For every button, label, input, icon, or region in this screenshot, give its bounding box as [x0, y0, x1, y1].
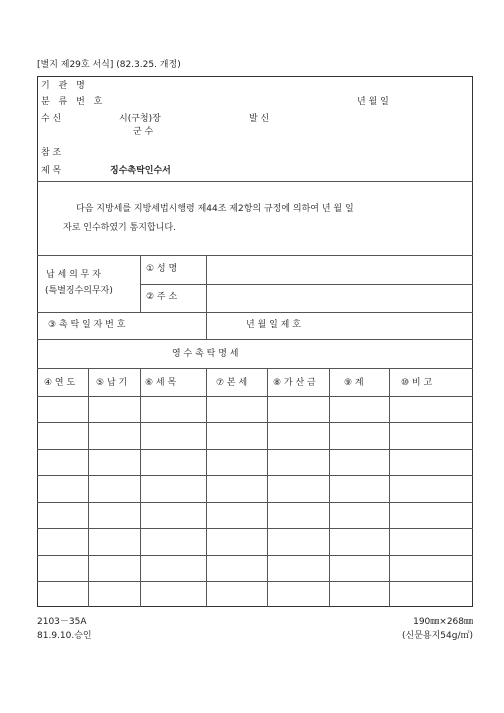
issuer-label: 기 관 명 — [41, 81, 88, 91]
col-due: ⑤ 납 기 — [96, 378, 128, 388]
date-line: 년 월 일 — [357, 97, 389, 107]
table-row — [37, 528, 473, 529]
table-row — [37, 555, 473, 556]
receipt-title: 영 수 촉 탁 명 세 — [172, 349, 239, 359]
footer-paper: (신문용지54g/㎡) — [402, 631, 473, 641]
recipient-label: 수 신 — [41, 114, 62, 124]
table-row — [37, 422, 473, 423]
taxpayer-label: 납 세 의 무 자 — [46, 270, 101, 280]
doc-no-label: 분 류 번 호 — [41, 97, 106, 107]
table-row — [37, 475, 473, 476]
reference-label: 참 조 — [41, 148, 62, 158]
col-penalty: ⑧ 가 산 금 — [273, 378, 316, 388]
divider-body — [37, 255, 473, 256]
withholder-label: (특별징수의무자) — [45, 286, 113, 296]
subject-title: 징수촉탁인수서 — [110, 166, 171, 176]
commission-label: ③ 촉 탁 일 자 번 호 — [48, 320, 126, 330]
table-row — [37, 502, 473, 503]
address-label: ② 주 소 — [146, 292, 178, 302]
commission-value: 년 월 일 제 호 — [246, 320, 301, 330]
name-label: ① 성 명 — [146, 264, 178, 274]
table-row — [37, 449, 473, 450]
col-principal: ⑦ 본 세 — [216, 378, 248, 388]
footer-approval: 81.9.10.승인 — [37, 631, 92, 641]
recipient-mayor: 시(구청)장 — [119, 114, 161, 124]
recipient-county: 군 수 — [133, 127, 154, 137]
subject-label: 제 목 — [41, 166, 62, 176]
footer-size: 190㎜×268㎜ — [413, 617, 473, 627]
sender-label: 발 신 — [249, 114, 270, 124]
col-year: ④ 연 도 — [44, 378, 76, 388]
col-remarks: ⑩ 비 고 — [401, 378, 433, 388]
col-tax-item: ⑥ 세 목 — [145, 378, 177, 388]
body-line-2: 자로 인수하였기 통지합니다. — [63, 223, 176, 233]
footer-code: 2103－35A — [37, 617, 87, 627]
body-line-1: 다음 지방세를 지방세법시행령 제44조 제2항의 규정에 의하여 년 월 일 — [76, 204, 354, 214]
col-total: ⑨ 계 — [344, 378, 364, 388]
divider-letterhead — [37, 181, 473, 182]
form-header: [별지 제29호 서식] (82.3.25. 개정) — [37, 60, 181, 70]
table-row — [37, 581, 473, 582]
